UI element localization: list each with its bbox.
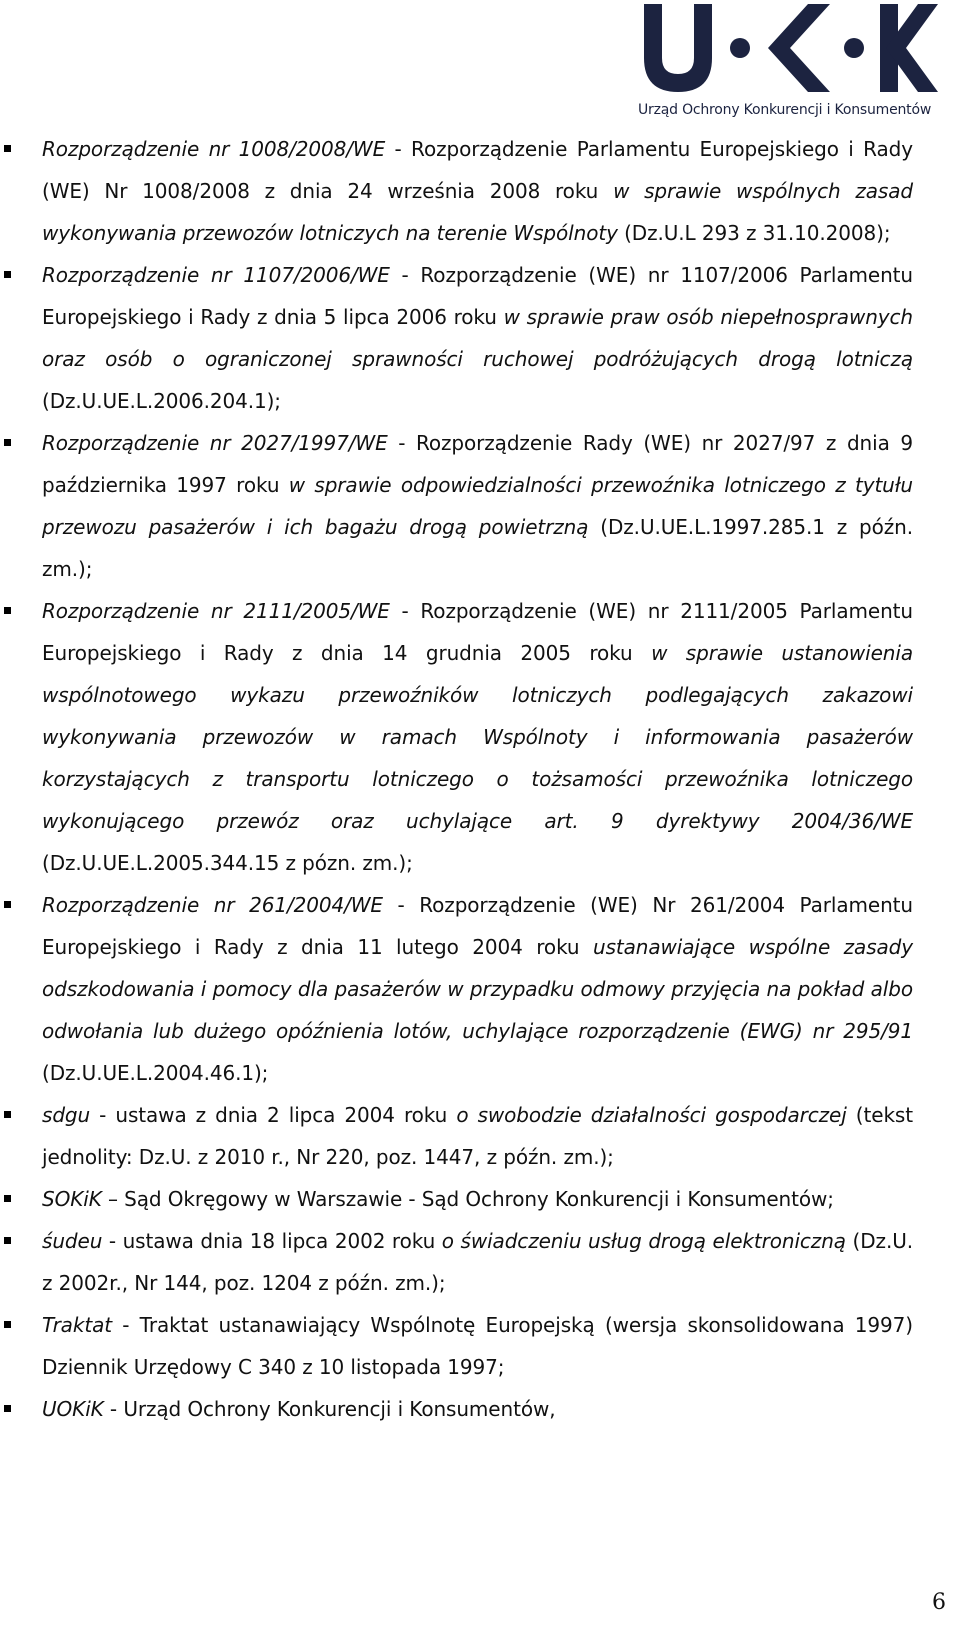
definition-item <box>0 590 913 884</box>
definition-term: Rozporządzenie nr 2027/1997/WE <box>42 431 388 455</box>
definition-item <box>0 1388 913 1430</box>
definition-reference: (tekst jednolity: Dz.U. z 2010 r., Nr 220, poz. 1447, z późn. zm.); <box>42 1103 913 1169</box>
definition-term: Rozporządzenie nr 261/2004/WE <box>42 893 383 917</box>
definition-text: Urząd Ochrony Konkurencji i Konsumentów, <box>123 1397 556 1421</box>
definition-text: ustawa dnia 18 lipca 2002 roku <box>122 1229 442 1253</box>
definition-text: Rozporządzenie Parlamentu Europejskiego i Rady (WE) Nr 1008/2008 z dnia 24 września 2008 roku <box>42 137 913 203</box>
definition-title: w sprawie praw osób niepełnosprawnych oraz osób o ograniczonej sprawności ruchowej podróżujących drogą lotniczą <box>42 305 913 371</box>
definition-text: Rozporządzenie (WE) Nr 261/2004 Parlamentu Europejskiego i Rady z dnia 11 lutego 2004 roku <box>42 893 913 959</box>
definition-title: w sprawie wspólnych zasad wykonywania przewozów lotniczych na terenie Wspólnoty <box>42 179 913 245</box>
bullet-icon <box>4 607 11 614</box>
bullet-icon <box>4 1195 11 1202</box>
definition-reference: (Dz.U.UE.L.2004.46.1); <box>42 1061 269 1085</box>
definition-term: śudeu <box>42 1229 103 1253</box>
bullet-icon <box>4 439 11 446</box>
definition-separator: - <box>103 1397 124 1421</box>
definition-term: sdgu <box>42 1103 91 1127</box>
definition-text: Rozporządzenie (WE) nr 2111/2005 Parlamentu Europejskiego i Rady z dnia 14 grudnia 2005 roku <box>42 599 913 665</box>
definition-separator: - <box>102 1229 123 1253</box>
definition-reference: (Dz.U.UE.L.2005.344.15 z pózn. zm.); <box>42 851 413 875</box>
definition-reference: (Dz.U. z 2002r., Nr 144, poz. 1204 z późn. zm.); <box>42 1229 913 1295</box>
definition-reference: (Dz.U.UE.L.2006.204.1); <box>42 389 281 413</box>
definition-title: ustanawiające wspólne zasady odszkodowania i pomocy dla pasażerów w przypadku odmowy przyjęcia na pokład albo odwołania lub dużego opóźnienia lotów, uchylające rozporządzenie (EWG) nr 295/91 <box>42 935 913 1043</box>
definition-separator: - <box>385 137 412 161</box>
definition-term: Rozporządzenie nr 1008/2008/WE <box>42 137 386 161</box>
definition-title: o świadczeniu usług drogą elektroniczną <box>441 1229 846 1253</box>
definition-separator: – <box>101 1187 125 1211</box>
definition-separator: - <box>111 1313 140 1337</box>
bullet-icon <box>4 901 11 908</box>
definition-item <box>0 254 913 422</box>
uokik-logo-mark <box>640 2 940 92</box>
definition-text: ustawa z dnia 2 lipca 2004 roku <box>115 1103 457 1127</box>
logo-caption: Urząd Ochrony Konkurencji i Konsumentów <box>638 102 932 118</box>
definition-separator: - <box>387 431 416 455</box>
bullet-icon <box>4 1237 11 1244</box>
definition-item <box>0 1178 913 1220</box>
bullet-icon <box>4 1111 11 1118</box>
definition-item <box>0 128 913 254</box>
definition-term: UOKiK <box>42 1397 104 1421</box>
definition-separator: - <box>382 893 420 917</box>
definition-reference: (Dz.U.L 293 z 31.10.2008); <box>617 221 891 245</box>
definition-term: Rozporządzenie nr 2111/2005/WE <box>42 599 390 623</box>
definition-item <box>0 1304 913 1388</box>
definition-term: Traktat <box>42 1313 112 1337</box>
definition-item <box>0 884 913 1094</box>
bullet-icon <box>4 1405 11 1412</box>
definition-separator: - <box>389 263 421 287</box>
definition-title: o swobodzie działalności gospodarczej <box>456 1103 847 1127</box>
definition-separator: - <box>90 1103 116 1127</box>
page-number: 6 <box>932 1590 946 1615</box>
uokik-logo <box>628 2 948 122</box>
definition-text: Traktat ustanawiający Wspólnotę Europejską (wersja skonsolidowana 1997) Dziennik Urzędowy C 340 z 10 listopada 1997; <box>42 1313 913 1379</box>
definitions-list <box>0 128 960 1430</box>
bullet-icon <box>4 271 11 278</box>
bullet-icon <box>4 1321 11 1328</box>
definition-term: SOKiK <box>42 1187 102 1211</box>
definition-separator: - <box>389 599 421 623</box>
definition-title: w sprawie odpowiedzialności przewoźnika lotniczego z tytułu przewozu pasażerów i ich bagażu drogą powietrzną <box>42 473 913 539</box>
definition-reference: (Dz.U.UE.L.1997.285.1 z późn. zm.); <box>42 515 913 581</box>
definition-text: Rozporządzenie Rady (WE) nr 2027/97 z dnia 9 października 1997 roku <box>42 431 913 497</box>
definition-title: w sprawie ustanowienia wspólnotowego wykazu przewoźników lotniczych podlegających zakazowi wykonywania przewozów w ramach Wspólnoty i informowania pasażerów korzystających z transportu lotniczego o tożsamości przewoźnika lotniczego wykonującego przewóz oraz uchylające art. 9 dyrektywy 2004/36/WE <box>42 641 913 833</box>
definition-item <box>0 1220 913 1304</box>
bullet-icon <box>4 145 11 152</box>
definition-item <box>0 422 913 590</box>
definition-text: Sąd Okręgowy w Warszawie - Sąd Ochrony Konkurencji i Konsumentów; <box>124 1187 834 1211</box>
definition-term: Rozporządzenie nr 1107/2006/WE <box>42 263 390 287</box>
definition-text: Rozporządzenie (WE) nr 1107/2006 Parlamentu Europejskiego i Rady z dnia 5 lipca 2006 roku <box>42 263 913 329</box>
definition-item <box>0 1094 913 1178</box>
